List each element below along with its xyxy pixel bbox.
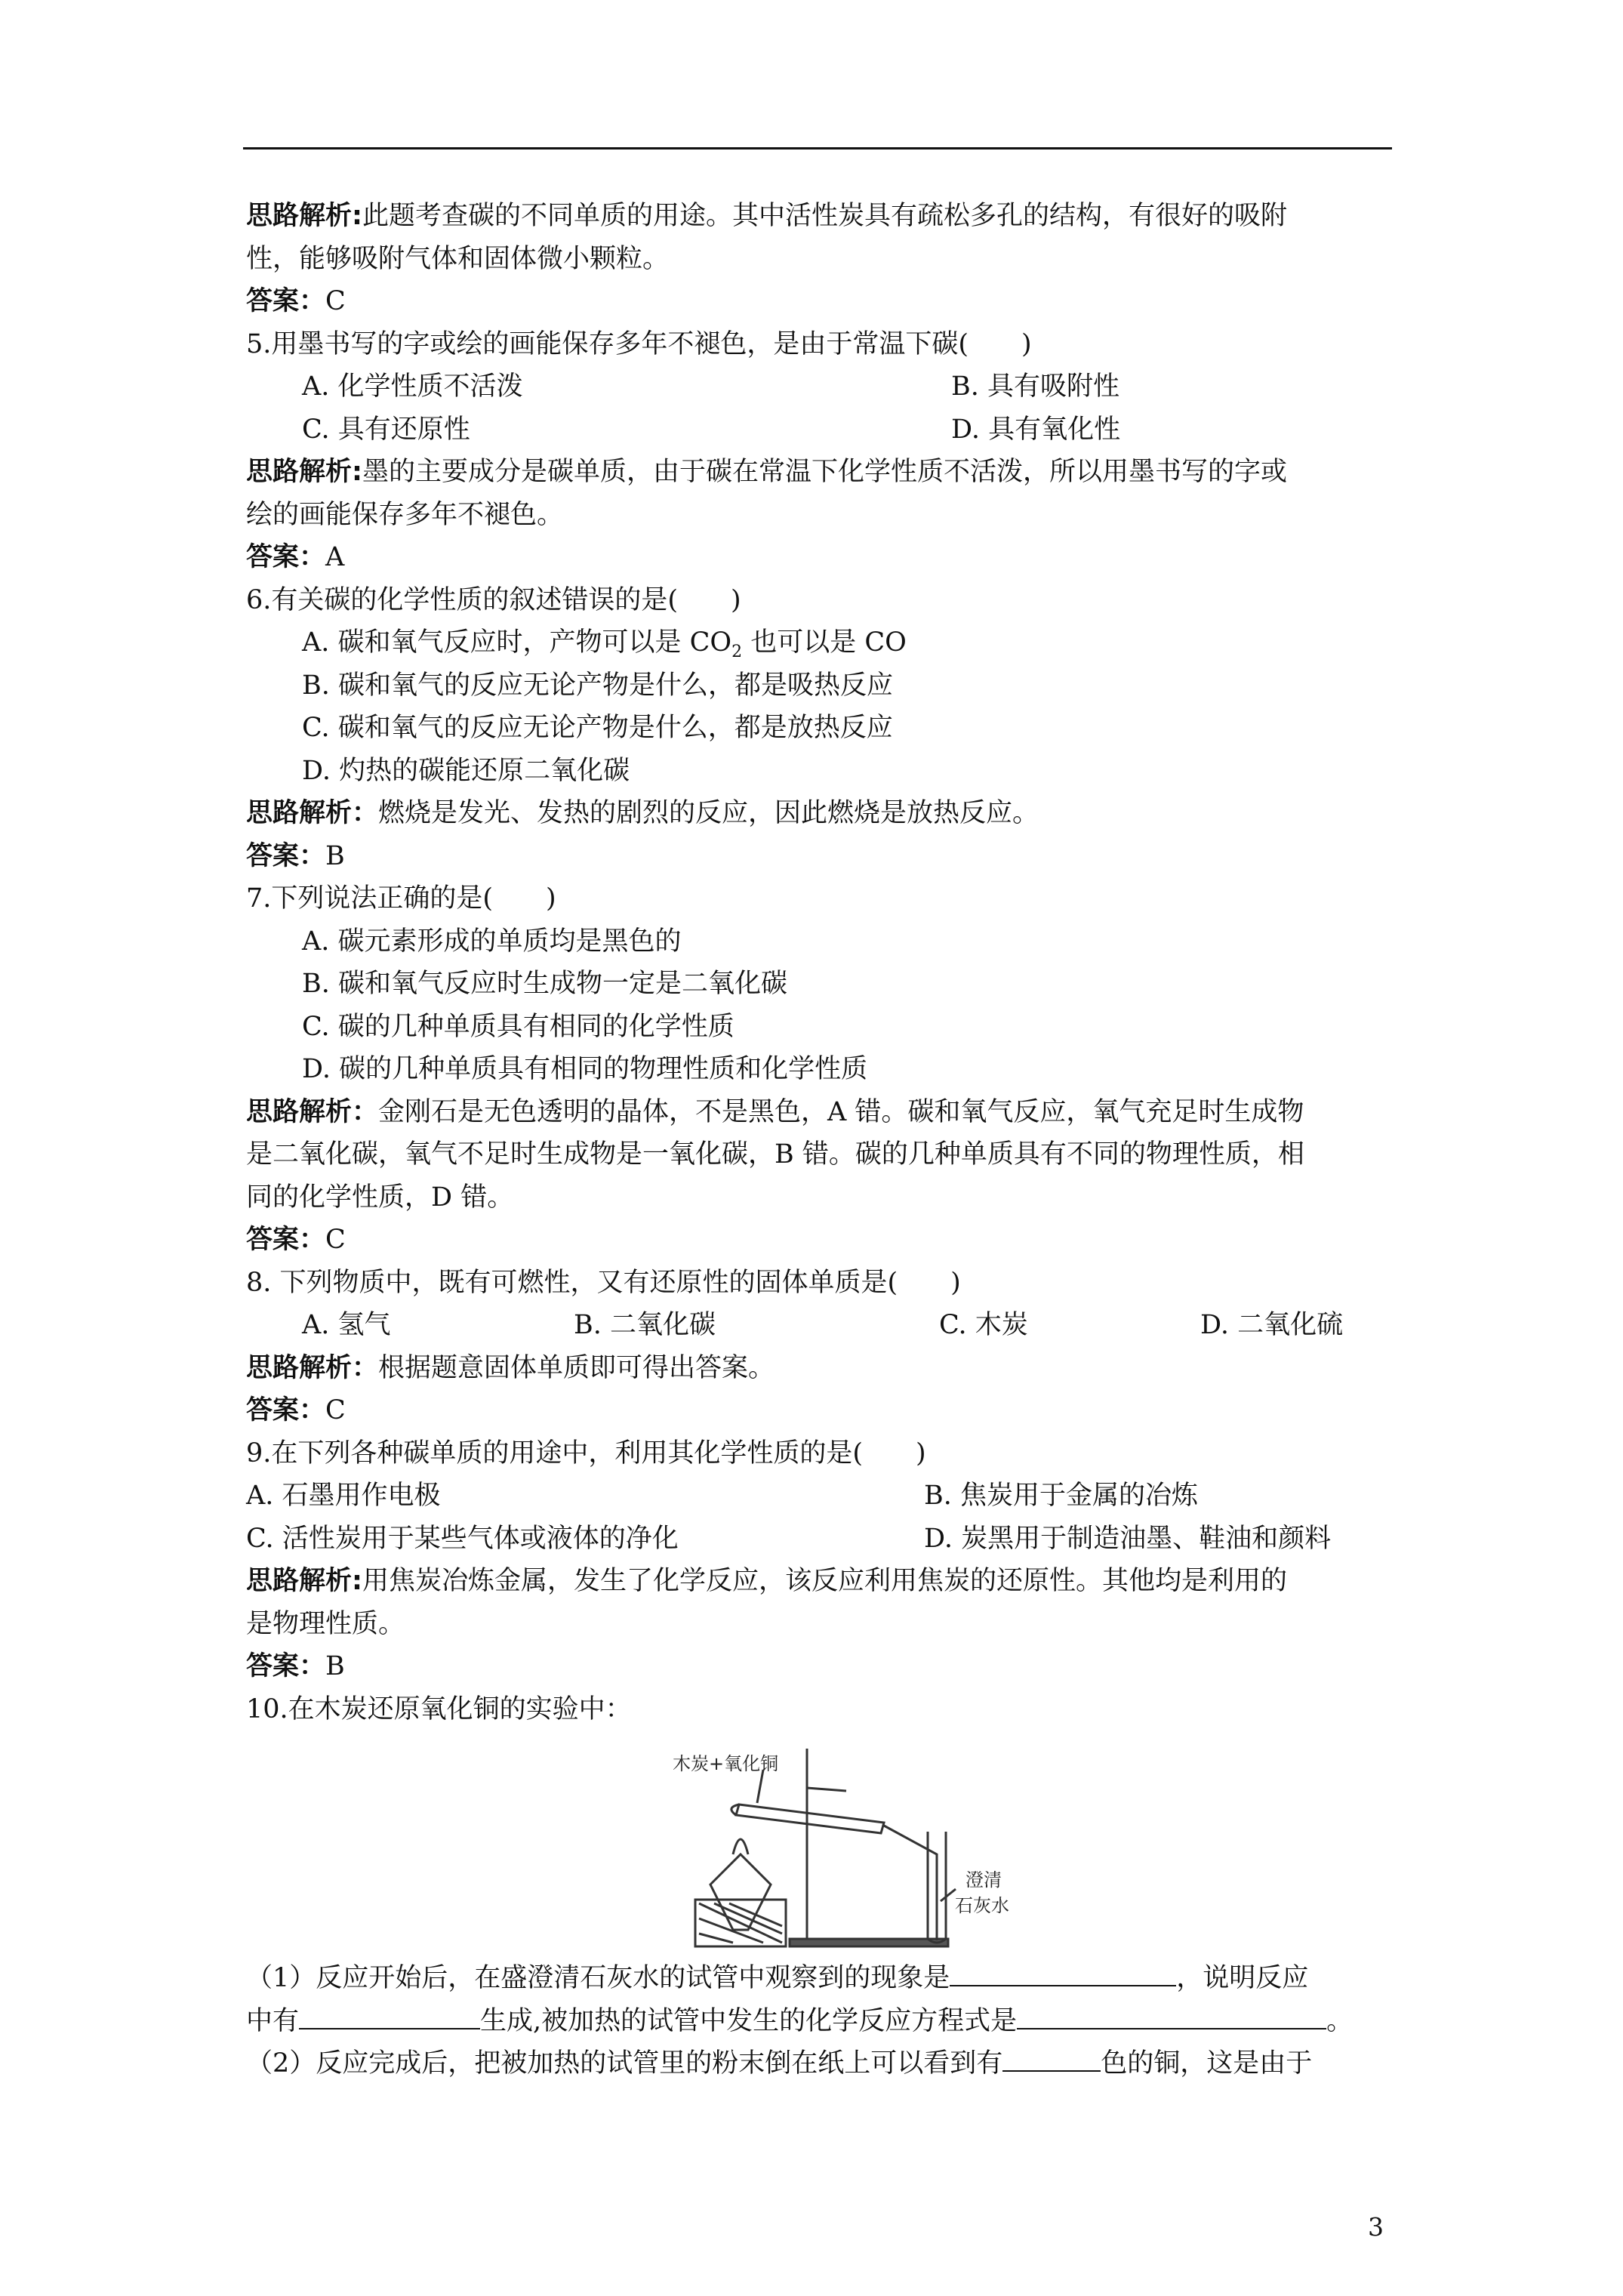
label-clear: 澄清 (965, 1869, 1002, 1891)
q7-option-b: B. 碳和氧气反应时生成物一定是二氧化碳 (302, 969, 787, 999)
question-text: ，说明反应 (1176, 1963, 1309, 1993)
q8-options-row (246, 1304, 1394, 1347)
q7-option-c: C. 碳的几种单质具有相同的化学性质 (302, 1011, 735, 1042)
analysis-text: 燃烧是发光、发热的剧烈的反应，因此燃烧是放热反应。 (378, 798, 1039, 828)
analysis-label: 思路解析： (246, 798, 379, 828)
question-text: 生成,被加热的试管中发生的化学反应方程式是 (480, 2005, 1018, 2036)
q7-stem: 7.下列说法正确的是( ) (246, 883, 556, 914)
q4-answer (246, 280, 1394, 323)
q8-option-d: D. 二氧化硫 (1200, 1310, 1344, 1340)
q7-answer (246, 1219, 1394, 1262)
analysis-text: 用焦炭冶炼金属，发生了化学反应，该反应利用焦炭的还原性。其他均是利用的 (362, 1566, 1288, 1596)
q6-stem: 6.有关碳的化学性质的叙述错误的是( ) (246, 584, 741, 615)
analysis-label: 思路解析： (246, 1352, 379, 1383)
q7-analysis-line-1 (246, 1091, 1394, 1134)
q7-analysis-line-2: 是二氧化碳，氧气不足时生成物是一氧化碳，B 错。碳的几种单质具有不同的物理性质，相 (246, 1139, 1304, 1170)
q5-answer (246, 536, 1394, 579)
analysis-label: 思路解析: (246, 201, 362, 231)
answer-value: B (325, 1651, 345, 1681)
q9-analysis-line-1 (246, 1560, 1394, 1603)
answer-value: C (325, 286, 346, 316)
q8-stem: 8. 下列物质中，既有可燃性，又有还原性的固体单质是( ) (246, 1267, 961, 1298)
carbon-reduction-apparatus-diagram (658, 1741, 1050, 1952)
answer-value: C (325, 1225, 346, 1255)
q9-stem: 9.在下列各种碳单质的用途中，利用其化学性质的是( ) (246, 1438, 926, 1469)
option-text: A. 碳和氧气反应时，产物可以是 CO (302, 627, 732, 658)
question-text: 。 (1326, 2005, 1354, 2036)
q4-analysis-line-1 (246, 195, 1394, 238)
q9-options-row-1 (246, 1475, 1394, 1518)
q5-analysis-line-1 (246, 451, 1394, 494)
q6-option-b: B. 碳和氧气的反应无论产物是什么，都是吸热反应 (302, 670, 893, 701)
q9-option-d: D. 炭黑用于制造油墨、鞋油和颜料 (924, 1523, 1332, 1554)
answer-blank[interactable] (950, 1959, 1176, 1986)
subscript: 2 (731, 643, 743, 661)
q5-option-b: B. 具有吸附性 (951, 371, 1119, 402)
page-number: 3 (1368, 2212, 1384, 2242)
q8-option-c: C. 木炭 (939, 1310, 1028, 1340)
q7-option-d: D. 碳的几种单质具有相同的物理性质和化学性质 (302, 1054, 868, 1084)
q4-analysis-line-2 (246, 238, 1394, 281)
q8-answer (246, 1389, 1394, 1432)
question-text: 中有 (246, 2005, 300, 2036)
answer-value: C (325, 1395, 346, 1425)
label-limewater: 石灰水 (955, 1895, 1009, 1916)
answer-label: 答案： (246, 1225, 326, 1255)
q8-analysis-line-1 (246, 1347, 1394, 1390)
q8-option-b: B. 二氧化碳 (574, 1310, 716, 1340)
q10-sub1-line-1 (246, 1957, 1394, 2000)
answer-value: A (325, 542, 345, 572)
q9-answer (246, 1645, 1394, 1688)
answer-label: 答案： (246, 1651, 326, 1681)
page-content (246, 195, 1394, 2085)
q10-sub2-line-1 (246, 2042, 1394, 2085)
q10-stem: 10.在木炭还原氧化铜的实验中： (246, 1693, 632, 1724)
q5-option-d: D. 具有氧化性 (951, 414, 1121, 445)
q7-option-a: A. 碳元素形成的单质均是黑色的 (302, 926, 682, 957)
analysis-text: 此题考查碳的不同单质的用途。其中活性炭具有疏松多孔的结构，有很好的吸附 (362, 201, 1288, 231)
option-text: 也可以是 CO (742, 627, 907, 658)
q9-option-b: B. 焦炭用于金属的冶炼 (924, 1481, 1198, 1511)
label-charcoal-copper-oxide: 木炭+氧化铜 (673, 1753, 779, 1774)
q8-option-a: A. 氢气 (302, 1310, 391, 1340)
q6-option-c: C. 碳和氧气的反应无论产物是什么，都是放热反应 (302, 713, 893, 743)
question-text: （2）反应完成后，把被加热的试管里的粉末倒在纸上可以看到有 (246, 2048, 1003, 2079)
analysis-text: 金刚石是无色透明的晶体，不是黑色，A 错。碳和氧气反应，氧气充足时生成物 (378, 1096, 1304, 1127)
answer-label: 答案： (246, 286, 326, 316)
q5-option-c: C. 具有还原性 (302, 414, 470, 445)
answer-value: B (325, 840, 345, 871)
question-text: 色的铜，这是由于 (1101, 2048, 1313, 2079)
answer-blank[interactable] (299, 2002, 480, 2029)
q9-analysis-line-2: 是物理性质。 (246, 1608, 405, 1639)
analysis-text: 根据题意固体单质即可得出答案。 (378, 1352, 775, 1383)
answer-blank[interactable] (1017, 2002, 1326, 2029)
header-rule (243, 147, 1392, 149)
analysis-text: 墨的主要成分是碳单质，由于碳在常温下化学性质不活泼，所以用墨书写的字或 (362, 457, 1288, 487)
q9-option-a: A. 石墨用作电极 (246, 1481, 441, 1511)
analysis-label: 思路解析： (246, 1096, 379, 1127)
question-text: （1）反应开始后，在盛澄清石灰水的试管中观察到的现象是 (246, 1963, 950, 1993)
q10-sub1-line-2 (246, 2000, 1394, 2043)
analysis-label: 思路解析: (246, 1566, 362, 1596)
q5-stem: 5.用墨书写的字或绘的画能保存多年不褪色，是由于常温下碳( ) (246, 328, 1032, 359)
q9-option-c: C. 活性炭用于某些气体或液体的净化 (246, 1523, 679, 1554)
q6-analysis-line-1 (246, 792, 1394, 835)
analysis-label: 思路解析: (246, 457, 362, 487)
answer-label: 答案： (246, 542, 326, 572)
q5-option-a: A. 化学性质不活泼 (302, 371, 523, 402)
q6-option-a (246, 621, 1394, 664)
analysis-text: 性，能够吸附气体和固体微小颗粒。 (246, 243, 670, 274)
q5-analysis-line-2: 绘的画能保存多年不褪色。 (246, 499, 564, 530)
q5-options-row-2 (246, 408, 1394, 451)
q6-answer (246, 835, 1394, 878)
q5-options-row-1 (246, 365, 1394, 408)
q7-analysis-line-3: 同的化学性质，D 错。 (246, 1182, 514, 1213)
answer-label: 答案： (246, 840, 326, 871)
q6-option-d: D. 灼热的碳能还原二氧化碳 (302, 755, 630, 786)
q9-options-row-2 (246, 1518, 1394, 1561)
answer-label: 答案： (246, 1395, 326, 1425)
experiment-figure (246, 1730, 1394, 1957)
answer-blank[interactable] (1002, 2045, 1101, 2072)
